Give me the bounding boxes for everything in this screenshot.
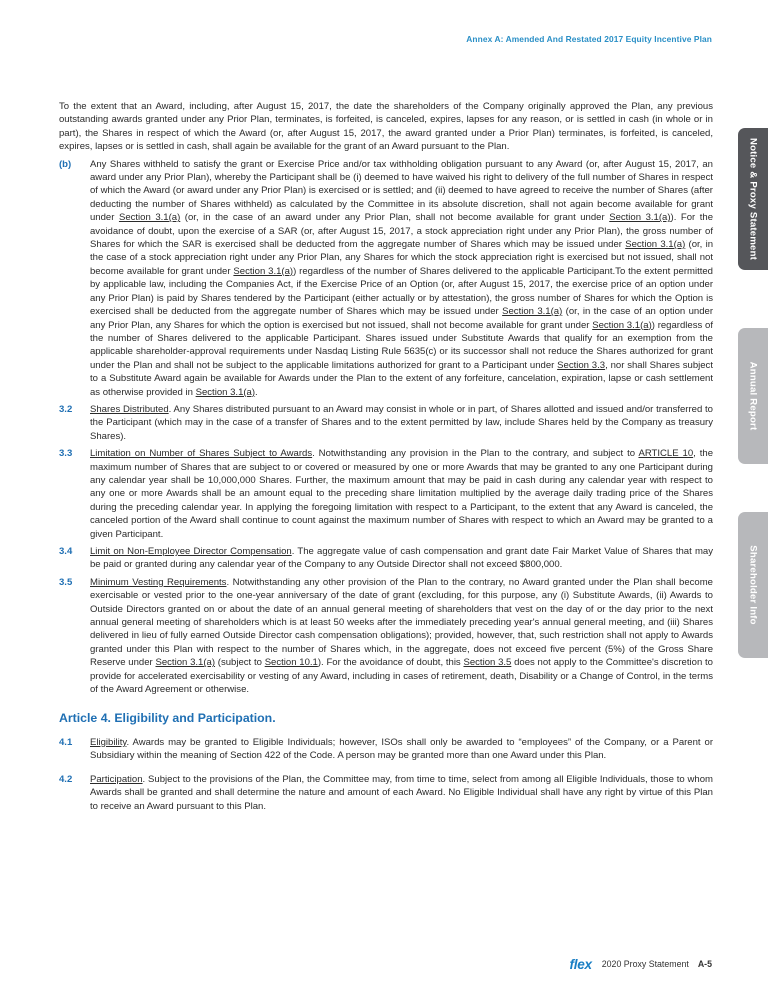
- clause-b-text: [90, 158, 713, 399]
- intro-paragraph: To the extent that an Award, including, after August 15, 2017, the date the shareholders of the Company originally approved the Plan, any previous outstanding awards granted under any Prior Plan, terminates, is forfeited, is canceled, expires, lapses for any reason, or is settled in cash (in whole or in part), the Shares in respect of which the Award (or, after August 15, 2017, the award granted under a Prior Plan) terminates, is forfeited, is canceled, expires, lapses or is settled in cash, shall again be available for the grant of an Award pursuant to the Plan.: [59, 101, 713, 153]
- section-link[interactable]: Section 3.1(a): [592, 319, 652, 331]
- section-number: 3.5: [59, 576, 73, 588]
- text-run: . Subject to the provisions of the Plan, the Committee may, from time to time, select from among all Eligible Individuals, those to whom Awards shall be granted and shall determine the nature and amount of each Award. No Eligible Individual shall have any right by virtue of this Plan to receive an Award pursuant to this Plan.: [90, 773, 713, 812]
- section-title: Limitation on Number of Shares Subject to Awards: [90, 448, 313, 460]
- side-tab-shareholder-info[interactable]: [738, 512, 768, 658]
- section-title: Eligibility: [90, 736, 127, 748]
- section-number: 3.4: [59, 546, 73, 557]
- text-run: (or, in the case of an option under any Prior Plan, any Shares for which the option is exercised but not issued, shall not become available for grant under: [90, 306, 714, 331]
- section-4-1: [59, 736, 713, 763]
- text-run: ). For the avoidance of doubt, upon the exercise of a SAR (or, after August 15, 2017, a stock appreciation right under any Prior Plan), the gross number of Shares for which the SAR is exercised shall be deducted from the aggregate number of Shares which may be issued under: [90, 212, 714, 251]
- section-link[interactable]: Section 3.1(a): [195, 386, 256, 398]
- text-run: . The aggregate value of cash compensation and grant date Fair Market Value of Shares that may be paid or granted during any calendar year of the Company to any Outside Director shall not exceed $800,000.: [90, 546, 713, 571]
- text-run: ) regardless of the number of Shares delivered to the applicable Participant. Shares issued under Substitute Awards that qualify for an exemption from the applicable shareholder-approval requirements under Nasdaq Listing Rule 5635(c) or its successor shall not reduce the Shares authorized for grant under the Plan and shall not be subject to the applicable limitations authorized for grant to a Participant under: [90, 319, 713, 371]
- flex-logo: flex: [569, 956, 592, 972]
- side-tab-label: Annual Report: [747, 361, 759, 431]
- side-tab-notice-proxy-statement[interactable]: [738, 128, 768, 270]
- section-3-5: [59, 576, 713, 697]
- section-link[interactable]: Section 3.1(a): [609, 212, 671, 224]
- text-run: . Notwithstanding any other provision of the Plan to the contrary, no Award granted under the Plan shall become exercisable or vested prior to the one-year anniversary of the date of grant (excluding, for this purpose, any (i) Substitute Awards, (ii) Awards to Outside Directors granted on or about the date of an annual general meeting of shareholders that vest on the day of or the day prior to the next annual general meeting of shareholders which is at least 50 weeks after the immediately preceding year's annual general meeting, and (iii) Shares delivered in lieu of fully earned Outside Director cash compensation obligations); provided, however, that, such restriction shall not apply to Awards granted under this Plan with respect to the number of Shares which, in the aggregate, does not exceed five percent (5%) of the Gross Share Reserve under: [90, 576, 713, 669]
- text-run: , the maximum number of Shares that are subject to or covered or measured by one or more Awards that may be granted to any one Participant during any calendar year shall be 10,000,000 Shares. Further, the maximum amount that may be paid in cash during any calendar year with respect to any one or more Awards shall be an amount equal to the preceding share limitation multiplied by the average daily trading price of the Shares during the preceding calendar year. In applying the foregoing limitation with respect to a Participant, to the extent that any Award is canceled, the canceled portion of the Award shall continue to count against the maximum number of Shares with respect to which an Award may be granted to a given Participant.: [90, 448, 714, 540]
- clause-b: [59, 158, 713, 399]
- section-link[interactable]: Section 3.1(a): [155, 657, 216, 669]
- section-title: Shares Distributed: [90, 403, 169, 415]
- text-run: Any Shares withheld to satisfy the grant or Exercise Price and/or tax withholding obligation pursuant to any Award (or, after August 15, 2017, an award under any Prior Plan), whereby the Participant shall be (i) deemed to have waived his right to delivery of the full number of Shares in respect of which the Award (or award under any Prior Plan) is exercised or is settled; and (ii) deemed to have agreed to receive the number of Shares (after deducting the number of Shares withheld) as calculated by the Committee in its absolute discretion, shall not again become available for grant under: [90, 158, 713, 224]
- side-tab-label: Notice & Proxy Statement: [747, 137, 759, 261]
- section-4-2: [59, 773, 713, 813]
- section-link[interactable]: Section 3.1(a): [625, 239, 686, 251]
- text-run: does not apply to the Committee's discretion to provide for accelerated exercisability or vesting of any Award, including in cases of retirement, death, Disability or a Change of Control, in the terms of the Award Agreement or otherwise.: [90, 657, 713, 696]
- text-run: (subject to: [215, 657, 265, 669]
- text-run: , nor shall Shares subject to a Substitute Award again be available for Awards under the Plan to the extent of any forfeiture, cancelation, expiration, lapse or cash settlement as otherwise provided in: [90, 359, 713, 398]
- section-number: 4.1: [59, 736, 73, 748]
- section-3-3: [59, 447, 713, 541]
- text-run: (or, in the case of an award under any Prior Plan, shall not become available for grant under: [180, 212, 610, 224]
- page-footer: [570, 957, 712, 971]
- section-link[interactable]: Section 3.5: [463, 657, 512, 669]
- annex-header: Annex A: Amended And Restated 2017 Equity Incentive Plan: [466, 34, 712, 44]
- text-run: . Any Shares distributed pursuant to an Award may consist in whole or in part, of Shares allotted and issued and/or transferred to the Participant (which may in the case of a transfer of Shares and to the extent permitted by law, include Shares held by the Company as treasury Shares).: [90, 403, 713, 442]
- text-run: (or, in the case of a stock appreciation right under any Prior Plan, any Shares for which the stock appreciation right is exercised but not issued, shall not become available for grant under: [90, 239, 714, 277]
- section-link[interactable]: Section 3.1(a): [233, 265, 294, 277]
- side-tab-label: Shareholder Info: [747, 545, 759, 625]
- section-text: [90, 545, 713, 572]
- side-tab-annual-report[interactable]: [738, 328, 768, 464]
- clause-number: (b): [59, 158, 72, 170]
- section-link[interactable]: Section 3.3: [557, 359, 606, 371]
- section-number: 3.2: [59, 403, 73, 415]
- section-text: [90, 576, 713, 697]
- footer-doc-title: 2020 Proxy Statement: [601, 959, 689, 969]
- section-text: [90, 773, 713, 813]
- article-4-heading: Article 4. Eligibility and Participation.: [59, 711, 276, 726]
- section-link[interactable]: Section 10.1: [264, 657, 318, 669]
- section-title: Limit on Non-Employee Director Compensation: [90, 546, 292, 557]
- text-run: ). For the avoidance of doubt, this: [317, 657, 464, 669]
- section-link[interactable]: Section 3.1(a): [118, 212, 181, 224]
- section-3-4: [59, 545, 713, 572]
- section-text: [90, 447, 713, 541]
- text-run: . Awards may be granted to Eligible Individuals; however, ISOs shall only be awarded to “employees” of the Company, or a Parent or Subsidiary within the meaning of Section 422 of the Code. A person may be granted more than one Award under this Plan.: [90, 736, 713, 762]
- section-link[interactable]: ARTICLE 10: [638, 448, 694, 460]
- section-title: Minimum Vesting Requirements: [90, 576, 227, 588]
- section-title: Participation: [90, 773, 143, 785]
- section-link[interactable]: Section 3.1(a): [502, 306, 563, 318]
- text-run: ) regardless of the number of Shares delivered to the applicable Participant.To the extent permitted by applicable law, including the Companies Act, if the Exercise Price of an Option (or, after August 15, 2017, the exercise price of an option under any Prior Plan) is paid by Shares tendered by the Participant (either actually or by attestation), the gross number of Shares for which the Option is exercised shall be deducted from the aggregate number of Shares which may be issued under: [90, 265, 713, 318]
- text-run: . Notwithstanding any provision in the Plan to the contrary, and subject to: [312, 448, 639, 460]
- section-text: [90, 403, 713, 443]
- text-run: .: [255, 386, 258, 398]
- section-3-2: [59, 403, 713, 443]
- section-number: 3.3: [59, 448, 73, 460]
- section-number: 4.2: [59, 773, 73, 785]
- page-number: A-5: [697, 959, 712, 969]
- section-text: [90, 736, 713, 763]
- document-body: [59, 100, 713, 813]
